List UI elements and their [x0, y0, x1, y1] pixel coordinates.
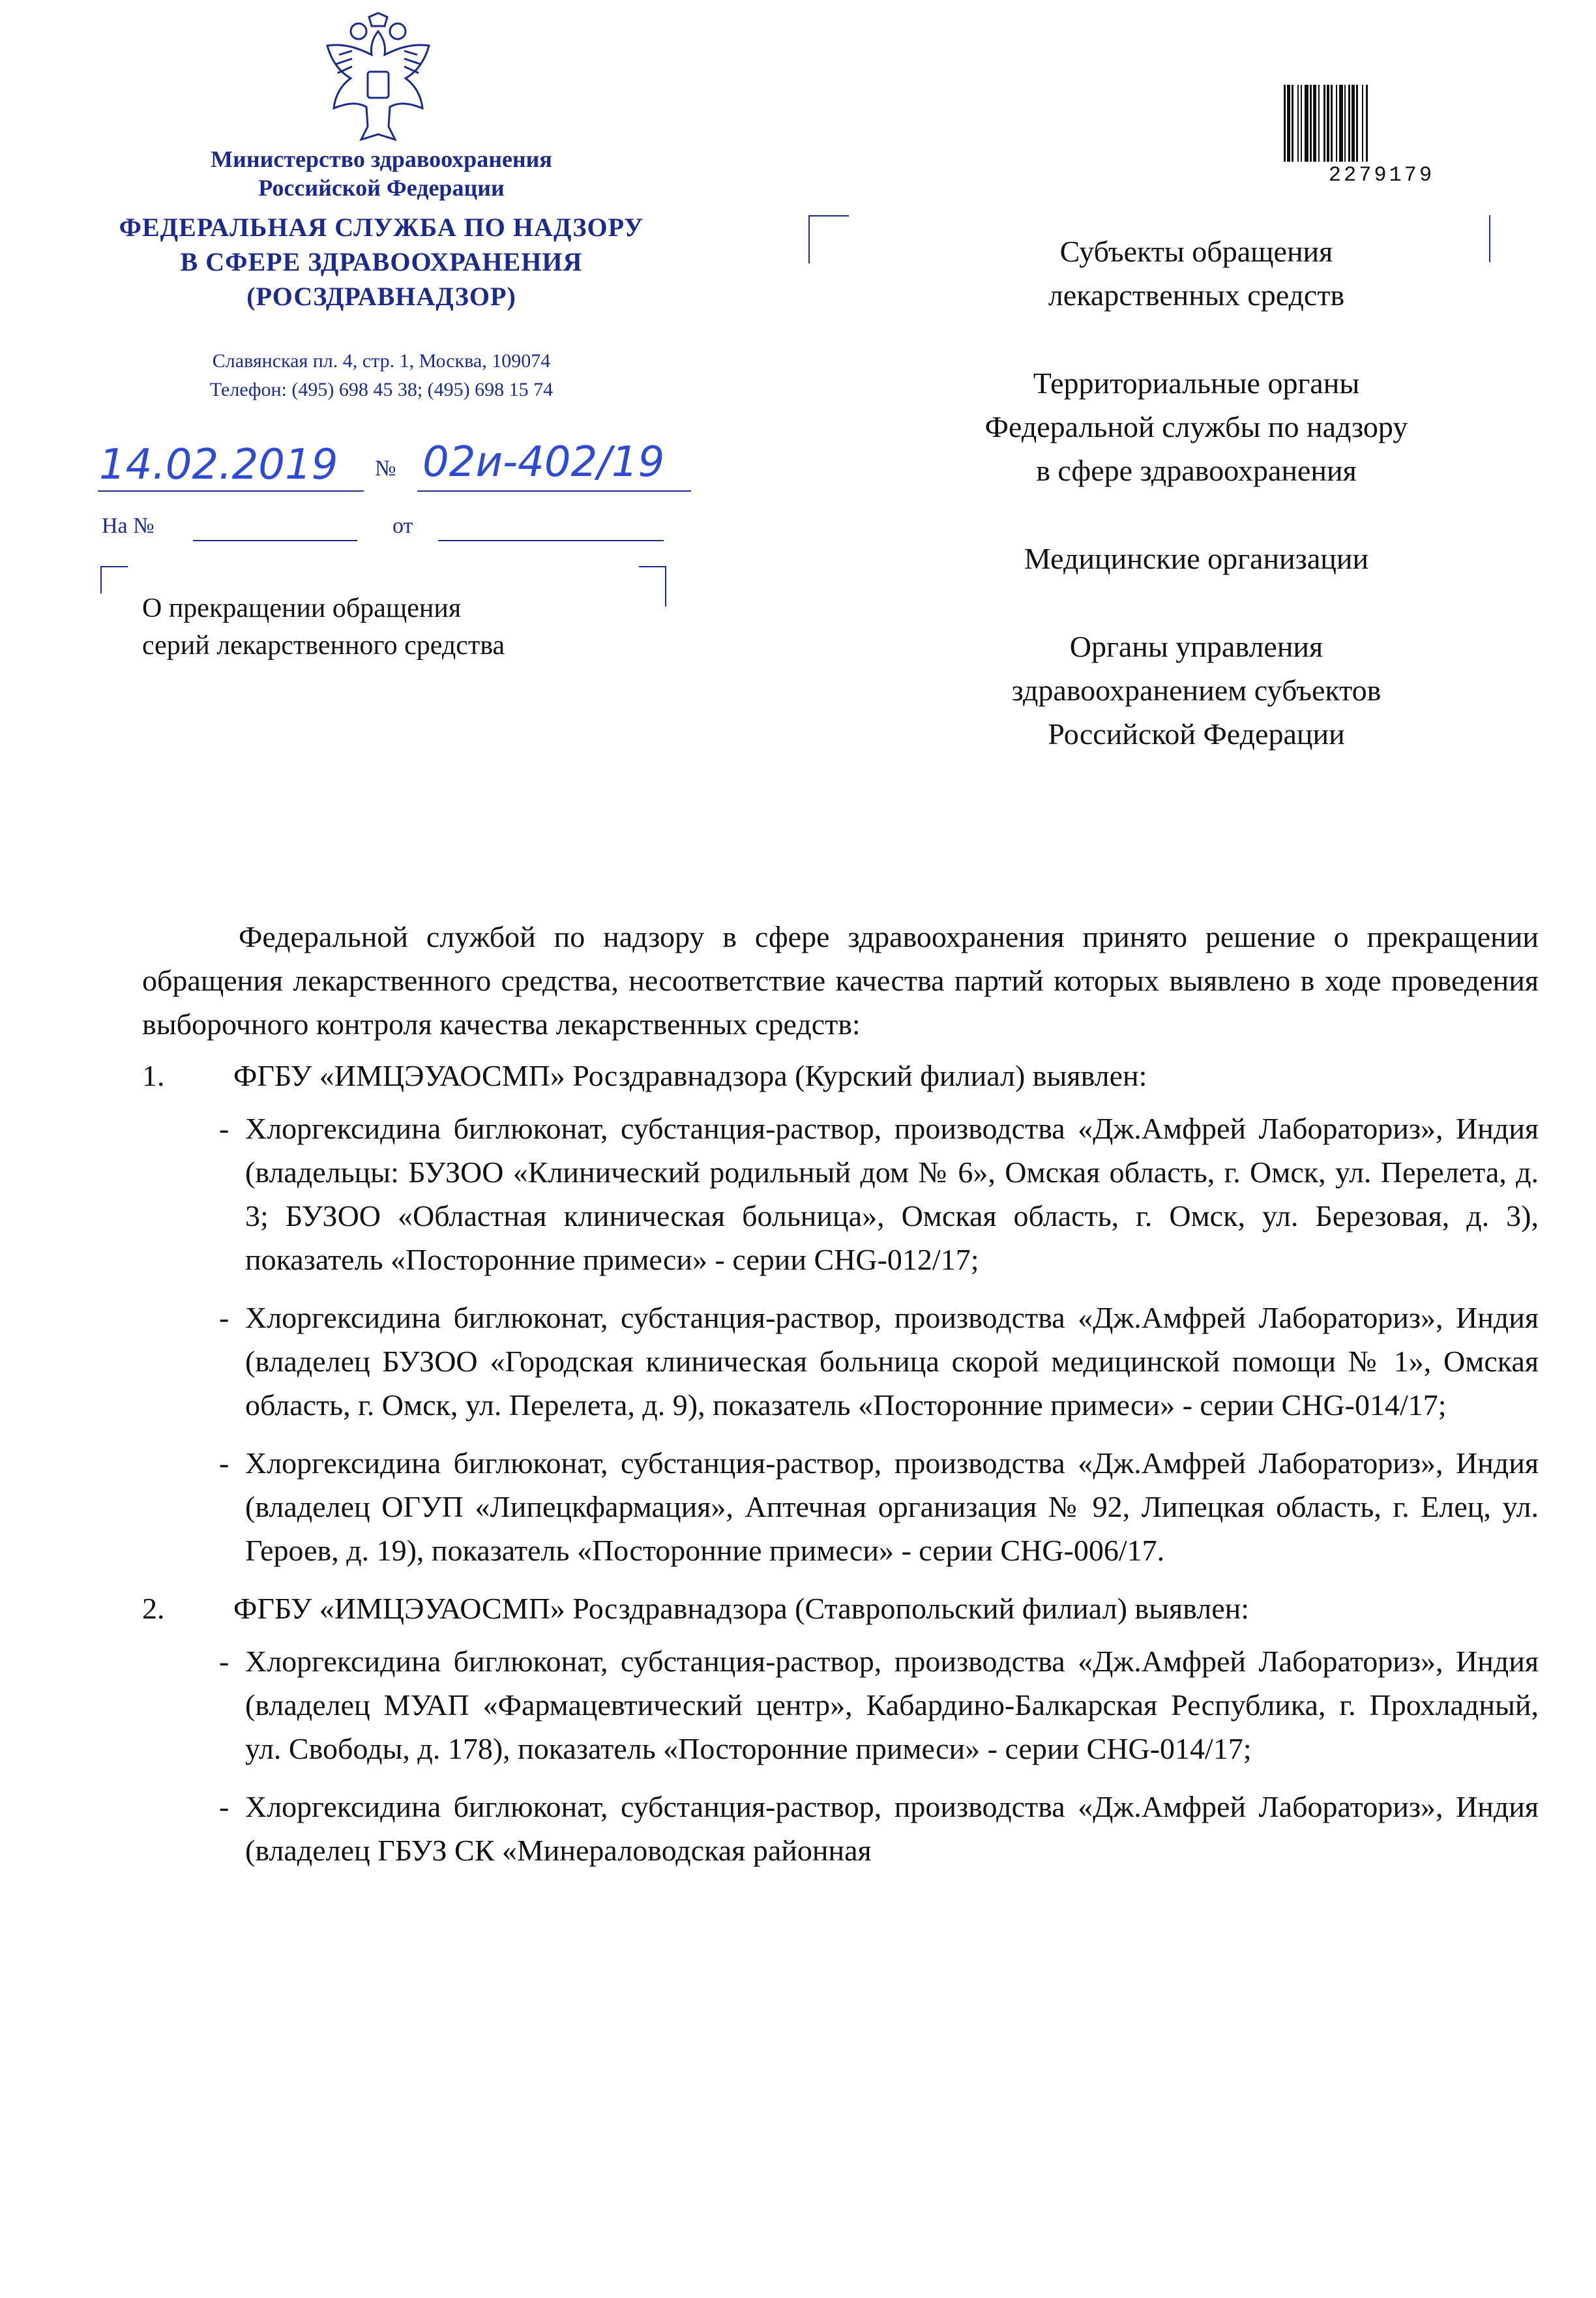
recipient-corner-left	[808, 215, 849, 263]
item-head: ФГБУ «ИМЦЭУАОСМП» Росздравнадзора (Ставропольский филиал) выявлен:	[233, 1592, 1250, 1625]
barcode	[1281, 85, 1482, 162]
subject-line-2: серий лекарственного средства	[142, 631, 505, 661]
sub-item	[142, 1639, 1539, 1770]
dash-marker: -	[219, 1301, 229, 1334]
barcode-bar	[1318, 85, 1320, 162]
date-underline	[98, 490, 364, 492]
reply-number-line	[193, 540, 357, 541]
sub-list	[142, 1639, 1539, 1872]
address-block	[78, 347, 685, 404]
service-line-3: (РОСЗДРАВНАДЗОР)	[246, 282, 516, 311]
barcode-bar	[1356, 85, 1358, 162]
reply-from-label: от	[392, 514, 413, 538]
item-number: 1.	[142, 1059, 165, 1092]
barcode-bar	[1305, 85, 1308, 162]
dash-marker: -	[219, 1645, 229, 1678]
sub-list	[142, 1107, 1539, 1572]
sub-item-text: Хлоргексидина биглюконат, субстанция-раствор, производства «Дж.Амфрей Лабораториз», Индия (владелец БУЗОО «Городская клиническая больница скорой медицинской помощи № 1», Омская область, г. Омск, ул. Перелета, д. 9), показатель «Посторонние примеси» - серии CHG-014/17;	[245, 1301, 1539, 1422]
sub-item-text: Хлоргексидина биглюконат, субстанция-раствор, производства «Дж.Амфрей Лабораториз», Индия (владелец ОГУП «Липецкфармация», Аптечная организация № 92, Липецкая область, г. Елец, ул. Героев, д. 19), показатель «Посторонние примеси» - серии CHG-006/17.	[245, 1446, 1539, 1567]
barcode-bar	[1331, 85, 1333, 162]
barcode-bar	[1297, 85, 1299, 162]
recipients-list	[890, 230, 1503, 800]
subject-block	[142, 590, 505, 664]
item-head: ФГБУ «ИМЦЭУАОСМП» Росздравнадзора (Курский филиал) выявлен:	[233, 1059, 1147, 1092]
sub-item-text: Хлоргексидина биглюконат, субстанция-раствор, производства «Дж.Амфрей Лабораториз», Индия (владелец ГБУЗ СК «Минераловодская районная	[245, 1790, 1539, 1867]
barcode-bar	[1339, 85, 1343, 162]
subject-corner-right	[639, 566, 666, 606]
sub-item-text: Хлоргексидина биглюконат, субстанция-раствор, производства «Дж.Амфрей Лабораториз», Индия (владельцы: БУЗОО «Клинический родильный дом № 6», Омская область, г. Омск, ул. Перелета, д. 3; БУЗОО «Областная клиническая больница», Омская область, г. Омск, ул. Березовая, д. 3), показатель «Посторонние примеси» - серии CHG-012/17;	[245, 1112, 1539, 1276]
list-item	[142, 1054, 1539, 1572]
item-number: 2.	[142, 1592, 165, 1625]
service-line-2: В СФЕРЕ ЗДРАВООХРАНЕНИЯ	[180, 247, 583, 276]
reply-from-line	[438, 540, 664, 541]
address: Славянская пл. 4, стр. 1, Москва, 109074	[212, 350, 551, 372]
service-line-1: ФЕДЕРАЛЬНАЯ СЛУЖБА ПО НАДЗОРУ	[119, 213, 644, 242]
barcode-bar	[1313, 85, 1316, 162]
barcode-bar	[1336, 85, 1337, 162]
recipient-4: Органы управления здравоохранением субъектов Российской Федерации	[1011, 630, 1382, 751]
intro-paragraph: Федеральной службой по надзору в сфере здравоохранения принято решение о прекращении обращения лекарственного средства, несоответствие качества партий которых выявлено в ходе проведения выборочного контроля качества лекарственных средств:	[142, 920, 1539, 1041]
sub-item	[142, 1785, 1539, 1872]
sub-item-text: Хлоргексидина биглюконат, субстанция-раствор, производства «Дж.Амфрей Лабораториз», Индия (владелец МУАП «Фармацевтический центр», Кабардино-Балкарская Республика, г. Прохладный, ул. Свободы, д. 178), показатель «Посторонние примеси» - серии CHG-014/17;	[245, 1645, 1539, 1765]
ministry-line-1: Министерство здравоохранения	[211, 146, 552, 172]
barcode-bar	[1301, 85, 1302, 162]
barcode-bar	[1344, 85, 1346, 162]
dash-marker: -	[219, 1112, 229, 1145]
letter-body	[142, 915, 1539, 1887]
coat-of-arms-emblem	[313, 12, 443, 149]
ministry-name	[78, 145, 685, 202]
recipient-3: Медицинские организации	[1024, 542, 1369, 575]
ministry-line-2: Российской Федерации	[258, 175, 505, 201]
service-name	[78, 210, 685, 314]
subject-corner-left	[100, 566, 128, 593]
recipient-2: Территориальные органы Федеральной службы по надзору в сфере здравоохранения	[984, 366, 1408, 487]
sub-item	[142, 1441, 1539, 1572]
barcode-number: 2279179	[1328, 163, 1435, 187]
barcode-bar	[1310, 85, 1312, 162]
list-item	[142, 1587, 1539, 1872]
barcode-bar	[1323, 85, 1325, 162]
recipient-1: Субъекты обращения лекарственных средств	[1048, 235, 1345, 312]
barcode-bar	[1352, 85, 1355, 162]
barcode-bar	[1287, 85, 1290, 162]
phone: Телефон: (495) 698 45 38; (495) 698 15 74	[209, 379, 554, 400]
barcode-bar	[1292, 85, 1293, 162]
registration-number: 02и-402/19	[422, 438, 665, 486]
barcode-bar	[1284, 85, 1286, 162]
sub-item	[142, 1107, 1539, 1281]
registration-date: 14.02.2019	[99, 441, 338, 489]
sub-item	[142, 1296, 1539, 1427]
dash-marker: -	[219, 1446, 229, 1480]
dash-marker: -	[219, 1790, 229, 1823]
barcode-bar	[1327, 85, 1329, 162]
barcode-bar	[1348, 85, 1350, 162]
subject-line-1: О прекращении обращения	[142, 593, 462, 623]
reply-number-label: На №	[102, 514, 155, 538]
number-underline	[417, 490, 691, 492]
barcode-bar	[1366, 85, 1368, 162]
barcode-bar	[1362, 85, 1363, 162]
number-label: №	[375, 456, 396, 481]
